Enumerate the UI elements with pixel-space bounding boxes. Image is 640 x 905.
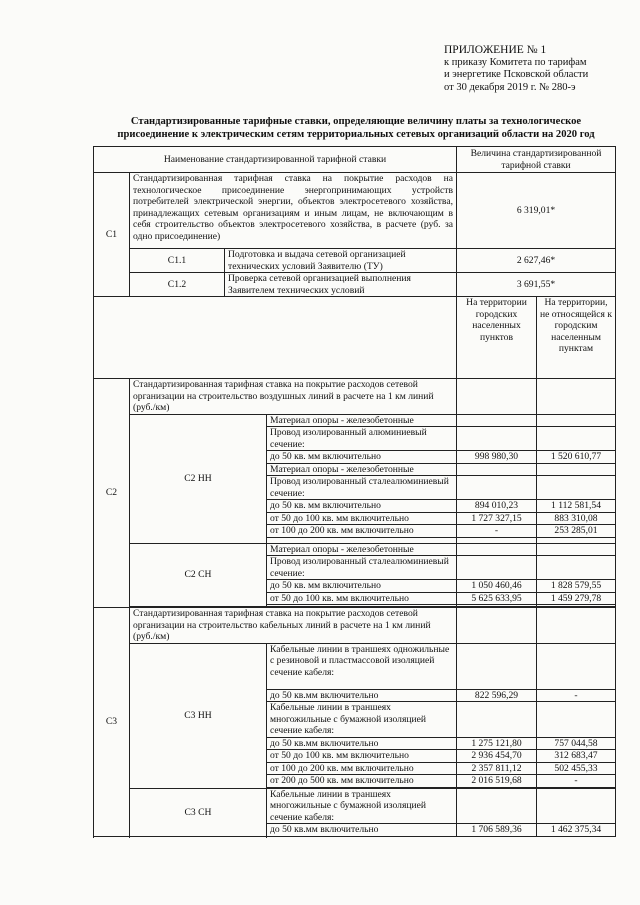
c3-nn-paper-row2-rural: 312 683,47 bbox=[537, 750, 616, 763]
subheader-urban: На территории городских населенных пунктов bbox=[457, 297, 537, 379]
c2-nn-support-1: Материал опоры - железобетонные bbox=[267, 414, 457, 427]
c2-nn-wire-al: Провод изолированный алюминиевый сечение: bbox=[267, 427, 457, 451]
code-c1: С1 bbox=[94, 173, 130, 297]
c2-sn-support: Материал опоры - железобетонные bbox=[267, 543, 457, 556]
c1-description: Стандартизированная тарифная ставка на покрытие расходов на технологическое присоединение энергопринимающих устройств потребителей электрической энергии, объектов электросетевого хозяйства, принадлежащих сетевым организациям и иным лицам, не включающим в себя строительство объектов электросетевого хозяйства, в расчете (руб. за одно присоединение) bbox=[130, 173, 457, 249]
c2-sn-row1-rural: 1 828 579,55 bbox=[537, 580, 616, 593]
c3-nn-paper-row1-rural: 757 044,58 bbox=[537, 737, 616, 750]
c3-nn-rubber-row1-urban: 822 596,29 bbox=[457, 689, 537, 702]
code-c2-sn: С2 СН bbox=[130, 543, 267, 607]
c3-nn-paper-row4-label: от 200 до 500 кв. мм включительно bbox=[267, 775, 457, 788]
c2-sn-row1-label: до 50 кв. мм включительно bbox=[267, 580, 457, 593]
c2-rural-blank bbox=[537, 379, 616, 415]
appendix-committee-line: и энергетике Псковской области bbox=[444, 69, 589, 80]
c2-nn-al-row-urban: 998 980,30 bbox=[457, 451, 537, 464]
c3-nn-paper-row3-label: от 100 до 200 кв. мм включительно bbox=[267, 762, 457, 775]
appendix-date-line: от 30 декабря 2019 г. № 280-э bbox=[444, 81, 576, 93]
appendix-title: ПРИЛОЖЕНИЕ № 1 bbox=[444, 44, 547, 56]
c2-nn-al-row-label: до 50 кв. мм включительно bbox=[267, 451, 457, 464]
c1-2-value: 3 691,55* bbox=[457, 273, 616, 297]
c3-sn-row1-rural: 1 462 375,34 bbox=[537, 824, 616, 837]
c2-nn-al-row-rural: 1 520 610,77 bbox=[537, 451, 616, 464]
c3-nn-paper-row4-rural: - bbox=[537, 775, 616, 788]
c2-urban-blank bbox=[457, 379, 537, 415]
c3-nn-paper-row1-urban: 1 275 121,80 bbox=[457, 737, 537, 750]
c2-nn-wire-steel: Провод изолированный сталеалюминиевый сечение: bbox=[267, 476, 457, 500]
c2-nn-steel-row3-label: от 100 до 200 кв. мм включительно bbox=[267, 525, 457, 538]
code-c3-sn: С3 СН bbox=[130, 788, 267, 837]
c2-nn-support-2: Материал опоры - железобетонные bbox=[267, 463, 457, 476]
c3-nn-rubber-row1-label: до 50 кв.мм включительно bbox=[267, 689, 457, 702]
c1-1-description: Подготовка и выдача сетевой организацией технических условий Заявителю (ТУ) bbox=[225, 249, 457, 273]
c3-nn-rubber-row1-rural: - bbox=[537, 689, 616, 702]
c3-description: Стандартизированная тарифная ставка на покрытие расходов сетевой организации на строительство кабельных линий в расчете на 1 км линий (руб./км) bbox=[130, 608, 457, 644]
c3-sn-row1-label: до 50 кв.мм включительно bbox=[267, 824, 457, 837]
c3-nn-paper-row4-urban: 2 016 519,68 bbox=[457, 775, 537, 788]
c3-nn-paper-row2-urban: 2 936 454,70 bbox=[457, 750, 537, 763]
code-c2: С2 bbox=[94, 379, 130, 608]
subheader-blank bbox=[94, 297, 457, 379]
c2-nn-steel-row3-urban: - bbox=[457, 525, 537, 538]
c2-sn-row2-urban: 5 625 633,95 bbox=[457, 592, 537, 605]
c3-sn-cable-paper: Кабельные линии в траншеях многожильные с бумажной изоляцией сечение кабеля: bbox=[267, 788, 457, 824]
c3-nn-paper-row1-label: до 50 кв.мм включительно bbox=[267, 737, 457, 750]
code-c3-nn: С3 НН bbox=[130, 643, 267, 788]
c2-nn-steel-row1-label: до 50 кв. мм включительно bbox=[267, 500, 457, 513]
column-header-value: Величина стандартизированной тарифной ставки bbox=[457, 147, 616, 173]
c3-nn-cable-rubber: Кабельные линии в траншеях одножильные с резиновой и пластмассовой изоляцией сечение кабеля: bbox=[267, 643, 457, 689]
code-c1-2: С1.2 bbox=[130, 273, 225, 297]
c2-nn-steel-row2-rural: 883 310,08 bbox=[537, 512, 616, 525]
c2-sn-wire: Провод изолированный сталеалюминиевый сечение: bbox=[267, 556, 457, 580]
c2-sn-row1-urban: 1 050 460,46 bbox=[457, 580, 537, 593]
c2-nn-steel-row1-rural: 1 112 581,54 bbox=[537, 500, 616, 513]
c1-2-description: Проверка сетевой организацией выполнения Заявителем технических условий bbox=[225, 273, 457, 297]
c3-nn-paper-row2-label: от 50 до 100 кв. мм включительно bbox=[267, 750, 457, 763]
c2-nn-steel-row2-label: от 50 до 100 кв. мм включительно bbox=[267, 512, 457, 525]
c2-sn-row2-rural: 1 459 279,78 bbox=[537, 592, 616, 605]
tariff-table bbox=[93, 146, 616, 837]
c2-description: Стандартизированная тарифная ставка на покрытие расходов сетевой организации на строительство воздушных линий в расчете на 1 км линий (руб./км) bbox=[130, 379, 457, 415]
c2-nn-steel-row3-rural: 253 285,01 bbox=[537, 525, 616, 538]
code-c3: С3 bbox=[94, 608, 130, 837]
c1-1-value: 2 627,46* bbox=[457, 249, 616, 273]
c3-nn-paper-row3-rural: 502 455,33 bbox=[537, 762, 616, 775]
subheader-rural: На территории, не относящейся к городским населенным пунктам bbox=[537, 297, 616, 379]
c2-sn-row2-label: от 50 до 100 кв. мм включительно bbox=[267, 592, 457, 605]
c2-nn-steel-row1-urban: 894 010,23 bbox=[457, 500, 537, 513]
appendix-header bbox=[444, 44, 588, 94]
code-c1-1: С1.1 bbox=[130, 249, 225, 273]
c3-sn-row1-urban: 1 706 589,36 bbox=[457, 824, 537, 837]
code-c2-nn: С2 НН bbox=[130, 414, 267, 543]
c1-value: 6 319,01* bbox=[457, 173, 616, 249]
c3-nn-cable-paper: Кабельные линии в траншеях многожильные с бумажной изоляцией сечение кабеля: bbox=[267, 702, 457, 738]
document-title: Стандартизированные тарифные ставки, определяющие величину платы за технологическое присоединение к электрическим сетям территориальных сетевых организаций области на 2020 год bbox=[117, 116, 595, 140]
appendix-order-line: к приказу Комитета по тарифам bbox=[444, 56, 587, 68]
c3-nn-paper-row3-urban: 2 357 811,12 bbox=[457, 762, 537, 775]
column-header-name: Наименование стандартизированной тарифной ставки bbox=[94, 147, 457, 173]
c2-nn-steel-row2-urban: 1 727 327,15 bbox=[457, 512, 537, 525]
